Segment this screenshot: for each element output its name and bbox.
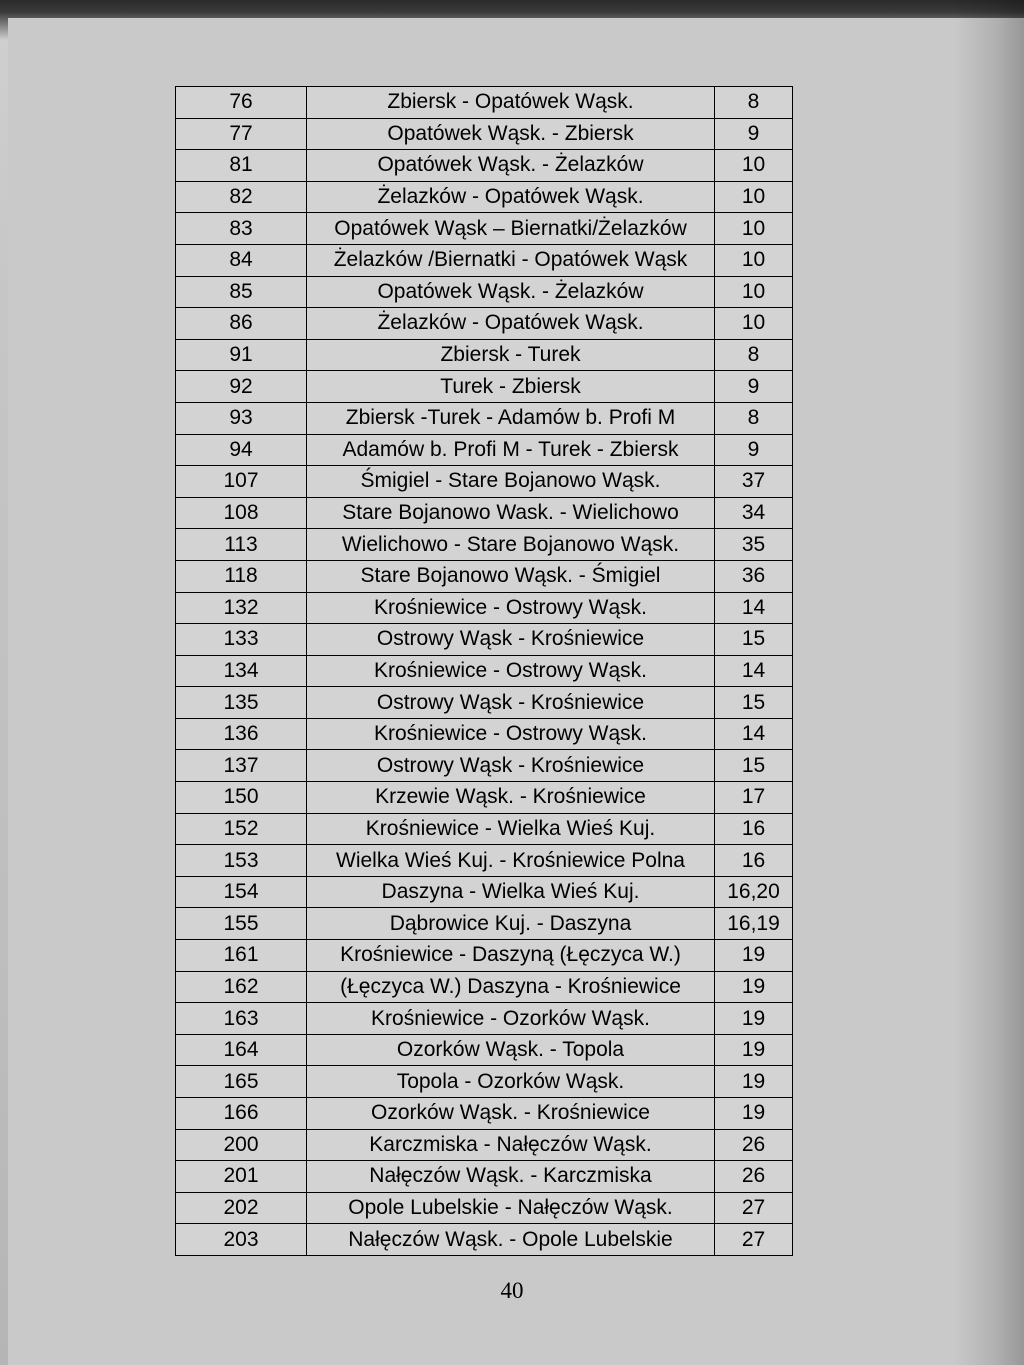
table-row (176, 1034, 793, 1066)
table-row (176, 1003, 793, 1035)
distance-km-cell: 14 (715, 592, 793, 624)
distance-km-cell: 9 (715, 118, 793, 150)
table-row (176, 940, 793, 972)
distance-km-cell: 8 (715, 339, 793, 371)
route-name-cell: Ostrowy Wąsk - Krośniewice (307, 624, 715, 656)
table-row (176, 655, 793, 687)
route-number-cell: 91 (176, 339, 307, 371)
route-number-cell: 84 (176, 244, 307, 276)
distance-km-cell: 19 (715, 971, 793, 1003)
route-name-cell: (Łęczyca W.) Daszyna - Krośniewice (307, 971, 715, 1003)
route-number-cell: 136 (176, 718, 307, 750)
table-row (176, 434, 793, 466)
route-name-cell: Opatówek Wąsk. - Żelazków (307, 150, 715, 182)
table-row (176, 1066, 793, 1098)
route-number-cell: 150 (176, 782, 307, 814)
route-number-cell: 83 (176, 213, 307, 245)
route-number-cell: 85 (176, 276, 307, 308)
route-number-cell: 86 (176, 308, 307, 340)
route-name-cell: Krośniewice - Ozorków Wąsk. (307, 1003, 715, 1035)
route-name-cell: Dąbrowice Kuj. - Daszyna (307, 908, 715, 940)
route-number-cell: 203 (176, 1224, 307, 1256)
table-row (176, 402, 793, 434)
route-name-cell: Ozorków Wąsk. - Topola (307, 1034, 715, 1066)
route-name-cell: Adamów b. Profi M - Turek - Zbiersk (307, 434, 715, 466)
route-number-cell: 133 (176, 624, 307, 656)
table-row (176, 497, 793, 529)
route-number-cell: 154 (176, 876, 307, 908)
route-number-cell: 163 (176, 1003, 307, 1035)
route-number-cell: 108 (176, 497, 307, 529)
distance-km-cell: 19 (715, 1066, 793, 1098)
route-name-cell: Żelazków - Opatówek Wąsk. (307, 308, 715, 340)
route-name-cell: Nałęczów Wąsk. - Karczmiska (307, 1161, 715, 1193)
distance-km-cell: 17 (715, 782, 793, 814)
table-row (176, 750, 793, 782)
route-name-cell: Topola - Ozorków Wąsk. (307, 1066, 715, 1098)
table-row (176, 371, 793, 403)
table-row (176, 1161, 793, 1193)
route-number-cell: 93 (176, 402, 307, 434)
route-name-cell: Zbiersk - Opatówek Wąsk. (307, 87, 715, 119)
route-name-cell: Opatówek Wąsk. - Żelazków (307, 276, 715, 308)
distance-km-cell: 16 (715, 845, 793, 877)
route-number-cell: 134 (176, 655, 307, 687)
route-number-cell: 165 (176, 1066, 307, 1098)
table-row (176, 1224, 793, 1256)
route-number-cell: 81 (176, 150, 307, 182)
route-number-cell: 135 (176, 687, 307, 719)
route-name-cell: Żelazków /Biernatki - Opatówek Wąsk (307, 244, 715, 276)
distance-km-cell: 19 (715, 1003, 793, 1035)
route-name-cell: Wielichowo - Stare Bojanowo Wąsk. (307, 529, 715, 561)
route-number-cell: 76 (176, 87, 307, 119)
table-row (176, 308, 793, 340)
route-number-cell: 166 (176, 1098, 307, 1130)
table-row (176, 213, 793, 245)
table-row (176, 876, 793, 908)
route-name-cell: Opatówek Wąsk – Biernatki/Żelazków (307, 213, 715, 245)
table-row (176, 718, 793, 750)
table-row (176, 1129, 793, 1161)
distance-km-cell: 15 (715, 624, 793, 656)
route-number-cell: 200 (176, 1129, 307, 1161)
table-row (176, 181, 793, 213)
route-table (175, 86, 793, 1256)
route-name-cell: Ozorków Wąsk. - Krośniewice (307, 1098, 715, 1130)
route-name-cell: Stare Bojanowo Wąsk. - Śmigiel (307, 560, 715, 592)
route-number-cell: 132 (176, 592, 307, 624)
route-number-cell: 152 (176, 813, 307, 845)
route-name-cell: Stare Bojanowo Wask. - Wielichowo (307, 497, 715, 529)
distance-km-cell: 19 (715, 1034, 793, 1066)
distance-km-cell: 9 (715, 371, 793, 403)
route-number-cell: 155 (176, 908, 307, 940)
route-name-cell: Krzewie Wąsk. - Krośniewice (307, 782, 715, 814)
route-number-cell: 118 (176, 560, 307, 592)
distance-km-cell: 10 (715, 276, 793, 308)
distance-km-cell: 16 (715, 813, 793, 845)
distance-km-cell: 16,19 (715, 908, 793, 940)
route-name-cell: Wielka Wieś Kuj. - Krośniewice Polna (307, 845, 715, 877)
table-row (176, 276, 793, 308)
route-name-cell: Zbiersk -Turek - Adamów b. Profi M (307, 402, 715, 434)
route-number-cell: 162 (176, 971, 307, 1003)
table-row (176, 592, 793, 624)
distance-km-cell: 26 (715, 1161, 793, 1193)
distance-km-cell: 34 (715, 497, 793, 529)
distance-km-cell: 19 (715, 1098, 793, 1130)
route-number-cell: 153 (176, 845, 307, 877)
route-name-cell: Śmigiel - Stare Bojanowo Wąsk. (307, 466, 715, 498)
distance-km-cell: 15 (715, 687, 793, 719)
distance-km-cell: 27 (715, 1192, 793, 1224)
route-name-cell: Zbiersk - Turek (307, 339, 715, 371)
route-number-cell: 77 (176, 118, 307, 150)
table-row (176, 87, 793, 119)
table-row (176, 244, 793, 276)
distance-km-cell: 14 (715, 655, 793, 687)
distance-km-cell: 37 (715, 466, 793, 498)
table-row (176, 813, 793, 845)
route-name-cell: Krośniewice - Daszyną (Łęczyca W.) (307, 940, 715, 972)
distance-km-cell: 36 (715, 560, 793, 592)
route-number-cell: 113 (176, 529, 307, 561)
table-row (176, 1098, 793, 1130)
distance-km-cell: 10 (715, 150, 793, 182)
route-name-cell: Turek - Zbiersk (307, 371, 715, 403)
route-name-cell: Karczmiska - Nałęczów Wąsk. (307, 1129, 715, 1161)
table-row (176, 908, 793, 940)
route-number-cell: 82 (176, 181, 307, 213)
route-number-cell: 202 (176, 1192, 307, 1224)
table-row (176, 687, 793, 719)
route-name-cell: Ostrowy Wąsk - Krośniewice (307, 750, 715, 782)
table-row (176, 339, 793, 371)
distance-km-cell: 15 (715, 750, 793, 782)
route-name-cell: Krośniewice - Ostrowy Wąsk. (307, 655, 715, 687)
table-row (176, 971, 793, 1003)
route-name-cell: Krośniewice - Wielka Wieś Kuj. (307, 813, 715, 845)
scan-shadow-edge (954, 0, 1024, 1365)
table-row (176, 118, 793, 150)
table-row (176, 845, 793, 877)
distance-km-cell: 8 (715, 402, 793, 434)
table-row (176, 529, 793, 561)
route-name-cell: Krośniewice - Ostrowy Wąsk. (307, 592, 715, 624)
distance-km-cell: 26 (715, 1129, 793, 1161)
distance-km-cell: 14 (715, 718, 793, 750)
distance-km-cell: 27 (715, 1224, 793, 1256)
distance-km-cell: 10 (715, 244, 793, 276)
route-number-cell: 201 (176, 1161, 307, 1193)
distance-km-cell: 9 (715, 434, 793, 466)
route-name-cell: Nałęczów Wąsk. - Opole Lubelskie (307, 1224, 715, 1256)
route-number-cell: 92 (176, 371, 307, 403)
route-name-cell: Żelazków - Opatówek Wąsk. (307, 181, 715, 213)
table-row (176, 150, 793, 182)
table-row (176, 624, 793, 656)
route-name-cell: Opole Lubelskie - Nałęczów Wąsk. (307, 1192, 715, 1224)
distance-km-cell: 10 (715, 213, 793, 245)
distance-km-cell: 35 (715, 529, 793, 561)
table-row (176, 560, 793, 592)
table-row (176, 1192, 793, 1224)
distance-km-cell: 8 (715, 87, 793, 119)
route-name-cell: Ostrowy Wąsk - Krośniewice (307, 687, 715, 719)
route-name-cell: Opatówek Wąsk. - Zbiersk (307, 118, 715, 150)
page-number: 40 (500, 1278, 524, 1303)
route-name-cell: Krośniewice - Ostrowy Wąsk. (307, 718, 715, 750)
distance-km-cell: 16,20 (715, 876, 793, 908)
route-number-cell: 137 (176, 750, 307, 782)
route-name-cell: Daszyna - Wielka Wieś Kuj. (307, 876, 715, 908)
table-row (176, 466, 793, 498)
distance-km-cell: 10 (715, 181, 793, 213)
route-number-cell: 161 (176, 940, 307, 972)
route-number-cell: 164 (176, 1034, 307, 1066)
route-table-body (176, 87, 793, 1256)
table-row (176, 782, 793, 814)
route-number-cell: 94 (176, 434, 307, 466)
distance-km-cell: 19 (715, 940, 793, 972)
route-number-cell: 107 (176, 466, 307, 498)
distance-km-cell: 10 (715, 308, 793, 340)
